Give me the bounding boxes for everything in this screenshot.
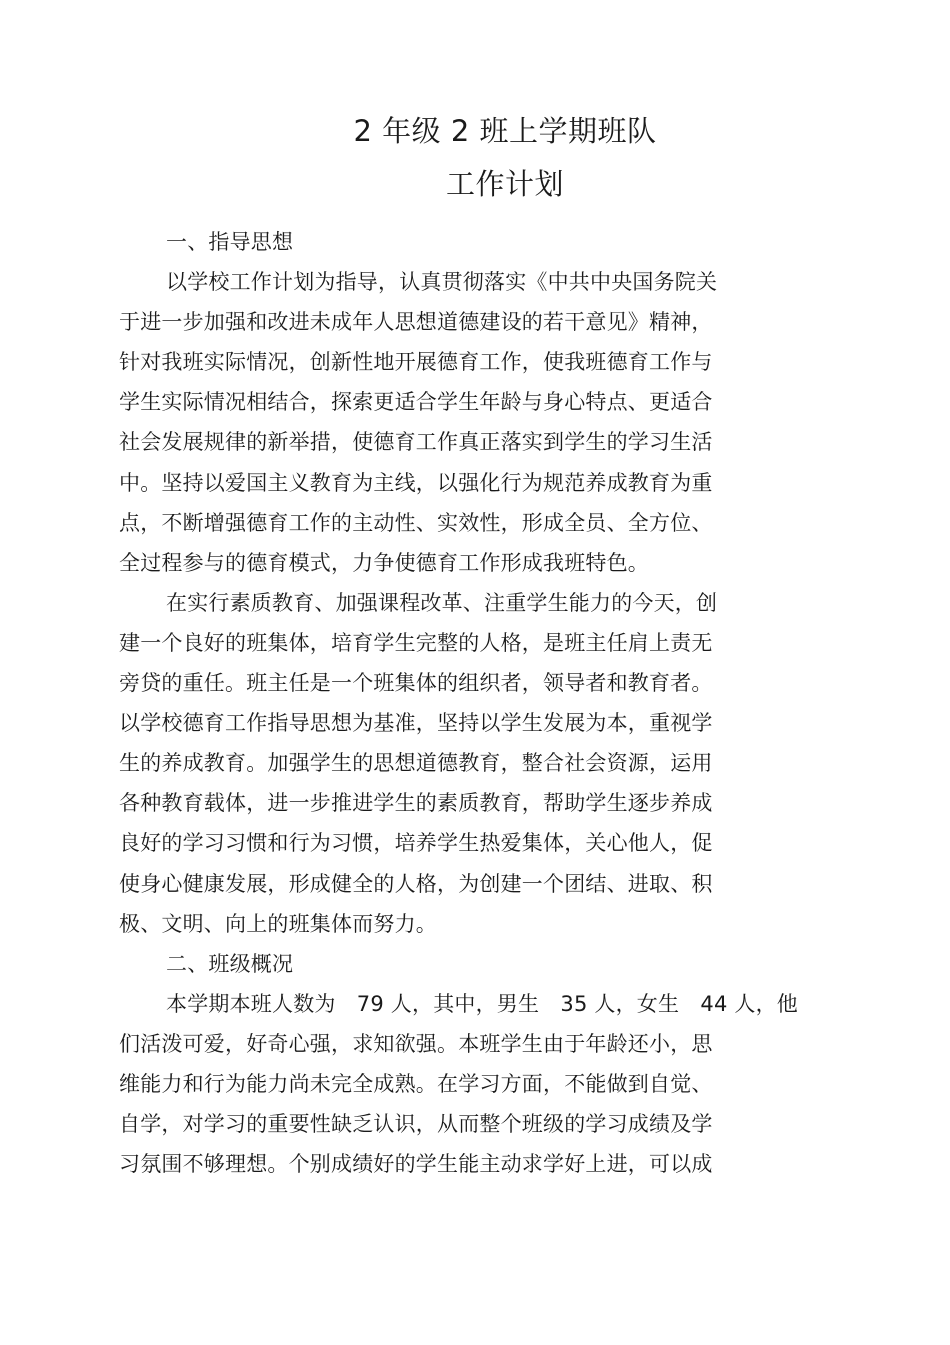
text-line: 本学期本班人数为 79 人，其中，男生 35 人，女生 44 人，他 (166, 991, 798, 1016)
text-line: 旁贷的重任。班主任是一个班集体的组织者，领导者和教育者。 (119, 671, 713, 696)
text-line: 于进一步加强和改进未成年人思想道德建设的若干意见》精神， (119, 310, 713, 335)
text-line: 生的养成教育。加强学生的思想道德教育，整合社会资源，运用 (119, 751, 713, 776)
text-line: 二、班级概况 (166, 951, 294, 976)
text-line: 点，不断增强德育工作的主动性、实效性，形成全员、全方位、 (119, 510, 713, 535)
text-line: 针对我班实际情况，创新性地开展德育工作，使我班德育工作与 (119, 350, 713, 375)
text-line: 维能力和行为能力尚未完全成熟。在学习方面，不能做到自觉、 (119, 1071, 713, 1096)
text-line: 良好的学习习惯和行为习惯，培养学生热爱集体，关心他人，促 (119, 831, 713, 856)
text-line: 一、指导思想 (166, 230, 294, 254)
text-line: 建一个良好的班集体，培育学生完整的人格，是班主任肩上责无 (119, 630, 713, 655)
text-line: 们活泼可爱，好奇心强，求知欲强。本班学生由于年龄还小，思 (119, 1031, 713, 1056)
text-line: 极、文明、向上的班集体而努力。 (119, 911, 437, 936)
text-line: 全过程参与的德育模式，力争使德育工作形成我班特色。 (119, 550, 649, 575)
text-line: 使身心健康发展，形成健全的人格，为创建一个团结、进取、积 (119, 871, 713, 896)
text-line: 中。坚持以爱国主义教育为主线，以强化行为规范养成教育为重 (119, 470, 713, 495)
text-line: 以学校德育工作指导思想为基准，坚持以学生发展为本，重视学 (119, 711, 713, 736)
document-title-line2: 工作计划 (445, 167, 564, 201)
text-line: 各种教育载体，进一步推进学生的素质教育，帮助学生逐步养成 (119, 791, 713, 816)
text-line: 在实行素质教育、加强课程改革、注重学生能力的今天，创 (166, 590, 718, 615)
text-line: 社会发展规律的新举措，使德育工作真正落实到学生的学习生活 (119, 430, 713, 455)
document-body (119, 222, 879, 1184)
text-line: 学生实际情况相结合，探索更适合学生年龄与身心特点、更适合 (119, 390, 713, 415)
text-line: 自学，对学习的重要性缺乏认识，从而整个班级的学习成绩及学 (119, 1112, 713, 1137)
document-title-line1: 2 年级 2 班上学期班队 (353, 114, 657, 148)
text-line: 以学校工作计划为指导，认真贯彻落实《中共中央国务院关 (166, 270, 718, 295)
text-line: 习氛围不够理想。个别成绩好的学生能主动求学好上进，可以成 (119, 1152, 713, 1177)
